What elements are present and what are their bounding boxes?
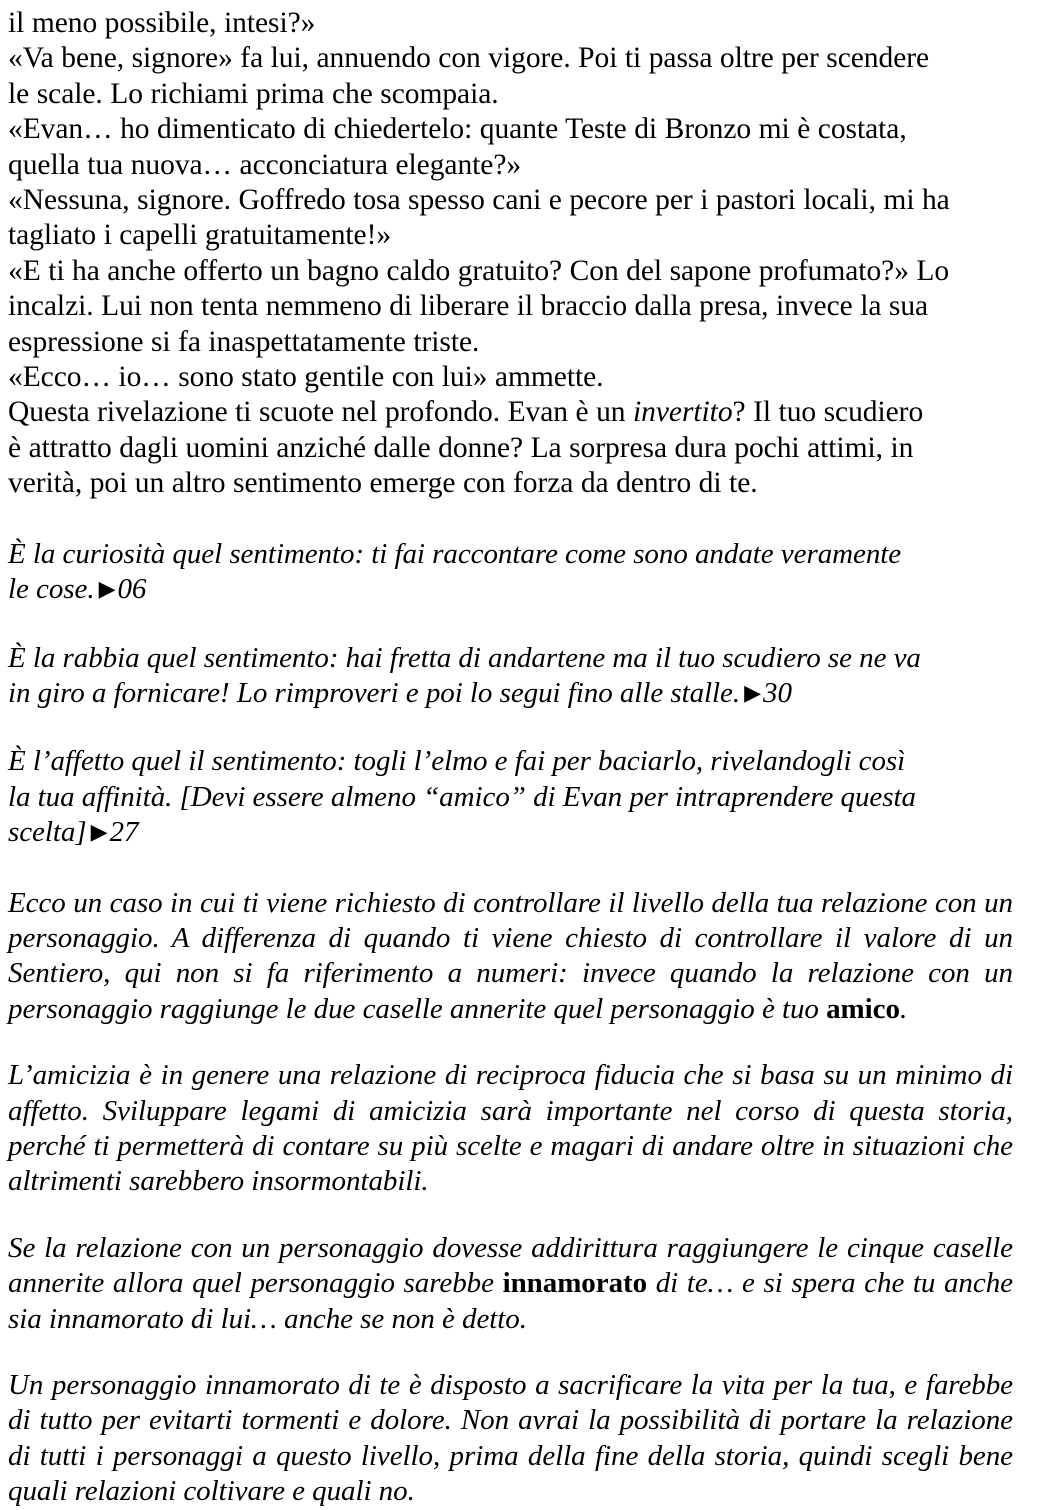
explanation-text: Se la relazione con un personaggio dovesse addirittura raggiungere le cinque caselle annerite allora quel personaggio sarebbe	[8, 1231, 1013, 1300]
explanation-text: L’amicizia è in genere una relazione di reciproca fiducia che si basa su un minimo di affetto. Sviluppare legami di amicizia sarà importante nel corso di questa storia, perché ti permetterà di contare su più scelte e magari di andare oltre in situazioni che altrimenti sarebbero insormontabili.	[8, 1059, 1013, 1198]
narrative-line: «E ti ha anche offerto un bagno caldo gratuito? Con del sapone profumato?» Lo	[8, 254, 950, 287]
narrative-line: incalzi. Lui non tenta nemmeno di liberare il braccio dalla presa, invece la sua	[8, 290, 929, 323]
paragraph-spacer	[8, 711, 1013, 744]
narrative-line: «Evan… ho dimenticato di chiedertelo: quante Teste di Bronzo mi è costata,	[8, 113, 907, 146]
choice-option-curiosita[interactable]	[8, 537, 1013, 608]
choice-line-text: le cose.	[8, 573, 95, 606]
paragraph-spacer	[8, 1337, 1013, 1368]
narrative-line: le scale. Lo richiami prima che scompaia.	[8, 77, 499, 110]
choice-option-rabbia[interactable]	[8, 641, 1013, 712]
triangle-right-icon: ▶	[98, 576, 116, 602]
narrative-revelation-line: è attratto dagli uomini anziché dalle donne? La sorpresa dura pochi attimi, in	[8, 431, 914, 464]
narrative-block	[8, 6, 1013, 502]
choice-option-affetto[interactable]	[8, 744, 1013, 850]
explanation-innamorato	[8, 1231, 1013, 1337]
choice-line-text: scelta]	[8, 816, 87, 849]
explanation-sacrificio	[8, 1368, 1013, 1510]
choice-line: È l’affetto quel il sentimento: togli l’elmo e fai per baciarlo, rivelandogli così	[8, 745, 906, 778]
choice-line	[8, 676, 1013, 711]
choice-target-number[interactable]: 27	[109, 816, 139, 849]
paragraph-spacer	[8, 608, 1013, 641]
narrative-line: «Ecco… io… sono stato gentile con lui» ammette.	[8, 361, 604, 394]
choice-line: È la rabbia quel sentimento: hai fretta di andartene ma il tuo scudiero se ne va	[8, 641, 921, 674]
narrative-line: «Nessuna, signore. Goffredo tosa spesso cani e pecore per i pastori locali, mi ha	[8, 184, 950, 217]
explanation-relazione	[8, 886, 1013, 1028]
triangle-right-icon: ▶	[744, 679, 761, 705]
choice-line: È la curiosità quel sentimento: ti fai raccontare come sono andate veramente	[8, 537, 902, 570]
narrative-line: quella tua nuova… acconciatura elegante?»	[8, 148, 522, 181]
narrative-revelation-line: verità, poi un altro sentimento emerge con forza da dentro di te.	[8, 467, 758, 500]
explanation-amicizia	[8, 1058, 1013, 1200]
choice-target-number[interactable]: 06	[117, 573, 147, 606]
paragraph-spacer	[8, 851, 1013, 886]
triangle-right-icon: ▶	[90, 819, 108, 845]
paragraph-spacer	[8, 1200, 1013, 1231]
paragraph-spacer	[8, 502, 1013, 537]
narrative-revelation-line	[8, 395, 1013, 430]
revelation-text-after: ? Il tuo scudiero	[732, 396, 924, 429]
keyword-amico: amico	[826, 992, 900, 1025]
choice-line: la tua affinità. [Devi essere almeno “amico” di Evan per intraprendere questa	[8, 780, 916, 813]
explanation-text: Ecco un caso in cui ti viene richiesto di controllare il livello della tua relazione con un personaggio. A differenza di quando ti viene chiesto di controllare il valore di un Sentiero, qui non si fa riferimento a numeri: invece quando la relazione con un personaggio raggiunge le due caselle annerite quel personaggio è tuo	[8, 886, 1013, 1025]
narrative-line: il meno possibile, intesi?»	[8, 7, 316, 39]
narrative-line: «Va bene, signore» fa lui, annuendo con vigore. Poi ti passa oltre per scendere	[8, 42, 930, 75]
choice-line-text: in giro a fornicare! Lo rimproveri e poi lo segui fino alle stalle.	[8, 676, 741, 709]
keyword-innamorato: innamorato	[502, 1267, 648, 1300]
choice-target-number[interactable]: 30	[763, 676, 792, 709]
revelation-emphasis: invertito	[633, 396, 733, 429]
narrative-line: espressione si fa inaspettatamente triste.	[8, 325, 480, 358]
explanation-text-tail: .	[899, 992, 908, 1025]
revelation-text-before: Questa rivelazione ti scuote nel profondo. Evan è un	[8, 396, 634, 429]
explanation-text-tail: di te… e si spera che tu anche sia innamorato di lui… anche se non è detto.	[8, 1267, 1013, 1335]
narrative-line: tagliato i capelli gratuitamente!»	[8, 219, 392, 252]
choice-line	[8, 572, 1013, 607]
choice-line	[8, 815, 1013, 850]
explanation-text: Un personaggio innamorato di te è disposto a sacrificare la vita per la tua, e farebbe di tutto per evitarti tormenti e dolore. Non avrai la possibilità di portare la relazione di tutti i personaggi a questo livello, prima della fine della storia, quindi scegli bene quali relazioni coltivare e quali no.	[8, 1369, 1013, 1508]
paragraph-spacer	[8, 1027, 1013, 1058]
